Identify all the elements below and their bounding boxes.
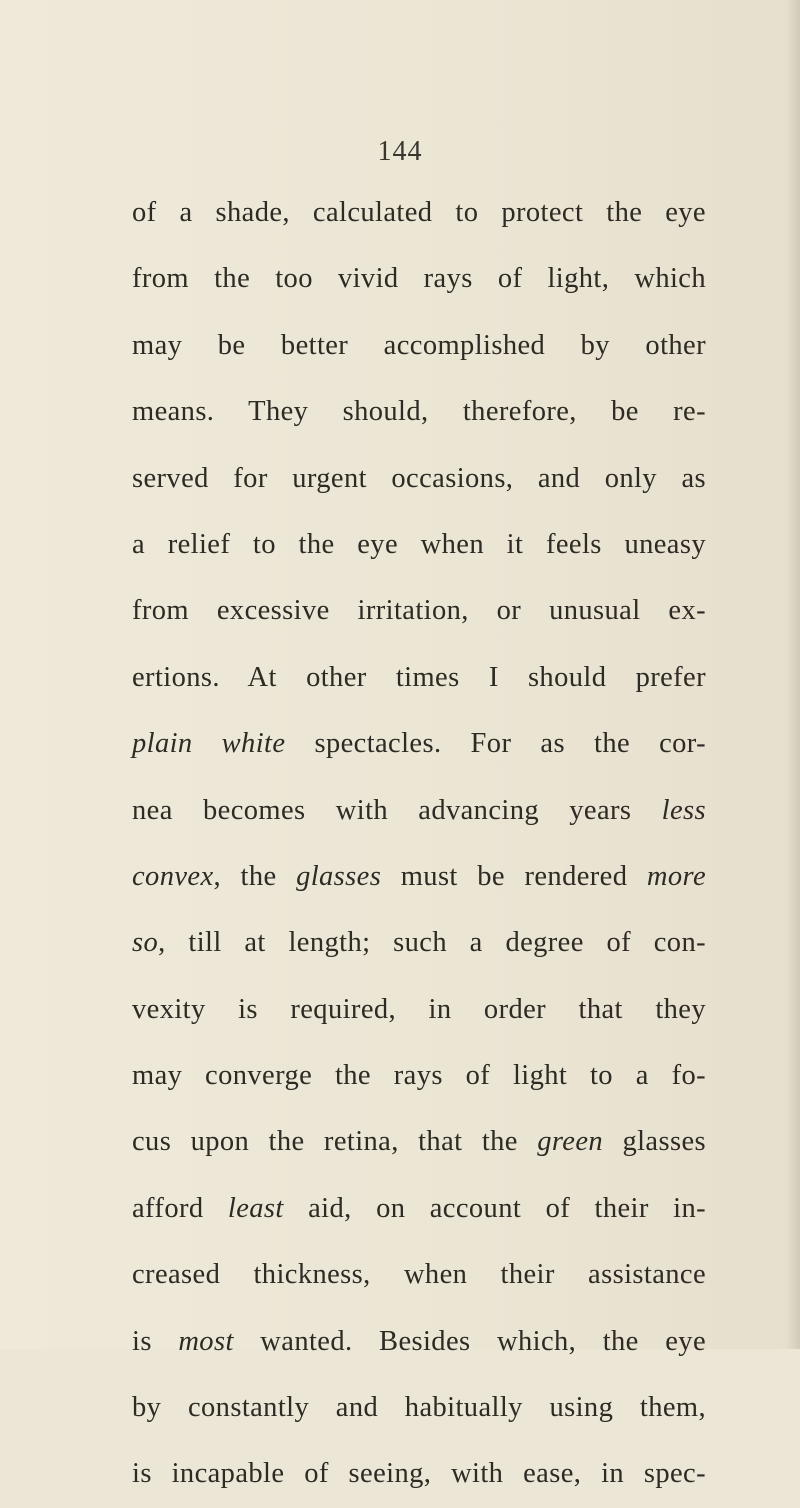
text-segment: spectacles. For as the cor-	[285, 728, 706, 760]
text-segment: , the	[213, 860, 297, 892]
text-line-9	[132, 711, 706, 777]
italic-word: so	[132, 927, 159, 959]
text-segment: cus upon the retina, that the	[132, 1126, 538, 1158]
text-line-16	[132, 1176, 706, 1242]
text-line-19: by constantly and habitually using them,	[132, 1392, 706, 1424]
text-line-20: is incapable of seeing, with ease, in spec-	[132, 1458, 706, 1490]
text-line-13: vexity is required, in order that they	[132, 993, 706, 1025]
text-line-2: from the too vivid rays of light, which	[132, 263, 706, 295]
text-line-18	[132, 1309, 706, 1375]
text-segment: aid, on account of their in-	[283, 1192, 706, 1224]
body-text	[132, 180, 706, 1508]
italic-word: glasses	[296, 860, 382, 892]
text-segment: , till at length; such a degree of con-	[158, 927, 706, 959]
text-line-11	[132, 844, 706, 910]
text-segment: nea becomes with advancing years	[132, 794, 662, 826]
text-line-4: means. They should, therefore, be re-	[132, 396, 706, 428]
text-line-8: ertions. At other times I should prefer	[132, 661, 706, 693]
italic-word: most	[178, 1325, 234, 1357]
text-line-17: creased thickness, when their assistance	[132, 1259, 706, 1291]
text-line-1: of a shade, calculated to protect the eye	[132, 197, 706, 228]
text-line-6: a relief to the eye when it feels uneasy	[132, 528, 706, 560]
italic-word: convex	[132, 860, 214, 892]
text-line-10	[132, 778, 706, 844]
italic-word: less	[661, 794, 706, 826]
text-line-14: may converge the rays of light to a fo-	[132, 1060, 706, 1092]
text-segment: must be rendered	[381, 860, 647, 892]
text-line-5: served for urgent occasions, and only as	[132, 462, 706, 494]
italic-phrase: plain white	[132, 728, 286, 760]
text-segment: is	[132, 1325, 179, 1357]
text-segment: glasses	[603, 1126, 706, 1158]
text-line-7: from excessive irritation, or unusual ex-	[132, 595, 706, 627]
text-segment: afford	[132, 1192, 228, 1224]
text-line-15	[132, 1109, 706, 1175]
text-line-3: may be better accomplished by other	[132, 329, 706, 361]
italic-word: green	[537, 1126, 604, 1158]
italic-word: least	[227, 1192, 284, 1224]
text-line-12	[132, 910, 706, 976]
page-number: 144	[377, 136, 423, 167]
italic-word: more	[646, 860, 706, 892]
page-edge-shadow	[786, 0, 800, 1349]
text-segment: wanted. Besides which, the eye	[233, 1325, 706, 1357]
